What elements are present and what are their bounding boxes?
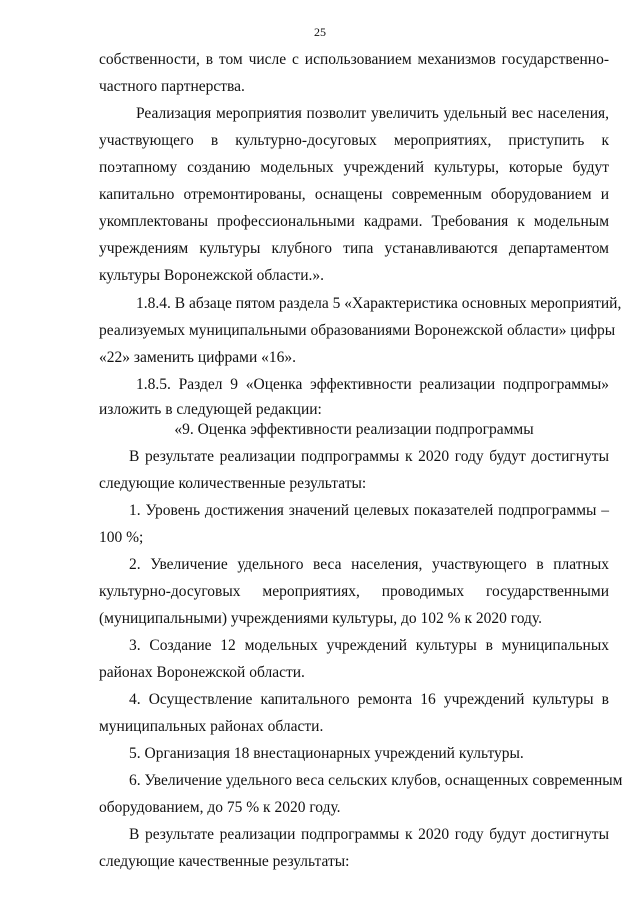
paragraph-first-line: В результате реализации подпрограммы к 2020 году будут достигнуты [129, 448, 609, 465]
text-line: собственности, в том числе с использованием механизмов государственно- [99, 51, 609, 68]
text-line: следующие количественные результаты: [99, 475, 367, 492]
text-line: учреждениям культуры клубного типа устанавливаются департаментом [99, 240, 609, 257]
text-line: капитально отремонтированы, оснащены современным оборудованием и [99, 186, 609, 203]
list-item: 6. Увеличение удельного веса сельских клубов, оснащенных современным [129, 772, 623, 789]
paragraph-first-line: В результате реализации подпрограммы к 2020 году будут достигнуты [129, 826, 609, 843]
text-line: реализуемых муниципальными образованиями Воронежской области» цифры [99, 322, 616, 339]
list-item: 4. Осуществление капитального ремонта 16 учреждений культуры в [129, 691, 609, 708]
list-item: 2. Увеличение удельного веса населения, участвующего в платных [129, 556, 609, 573]
text-line: культурно-досуговых мероприятиях, проводимых государственными [99, 583, 609, 600]
text-line: оборудованием, до 75 % к 2020 году. [99, 799, 341, 816]
list-item: 5. Организация 18 внестационарных учреждений культуры. [129, 745, 524, 762]
text-line: участвующего в культурно-досуговых мероприятиях, приступить к [99, 132, 609, 149]
text-line: изложить в следующей редакции: [99, 401, 322, 418]
paragraph-first-line: 1.8.5. Раздел 9 «Оценка эффективности реализации подпрограммы» [136, 376, 609, 393]
section-heading: «9. Оценка эффективности реализации подпрограммы [174, 421, 534, 438]
paragraph-first-line: 1.8.4. В абзаце пятом раздела 5 «Характеристика основных мероприятий, [136, 295, 622, 312]
text-line: частного партнерства. [99, 78, 245, 95]
text-line: (муниципальными) учреждениями культуры, до 102 % к 2020 году. [99, 610, 542, 627]
text-line: 100 %; [99, 529, 144, 546]
text-line: укомплектованы профессиональными кадрами. Требования к модельным [99, 213, 609, 230]
paragraph-first-line: Реализация мероприятия позволит увеличить удельный вес населения, [136, 105, 609, 122]
text-line: районах Воронежской области. [99, 664, 305, 681]
text-line: поэтапному созданию модельных учреждений культуры, которые будут [99, 159, 609, 176]
text-line: культуры Воронежской области.». [99, 267, 324, 284]
text-line: муниципальных районах области. [99, 718, 324, 735]
page-number: 25 [314, 25, 326, 39]
list-item: 1. Уровень достижения значений целевых показателей подпрограммы – [129, 502, 609, 519]
list-item: 3. Создание 12 модельных учреждений культуры в муниципальных [129, 637, 609, 654]
text-line: следующие качественные результаты: [99, 853, 350, 870]
text-line: «22» заменить цифрами «16». [99, 349, 296, 366]
